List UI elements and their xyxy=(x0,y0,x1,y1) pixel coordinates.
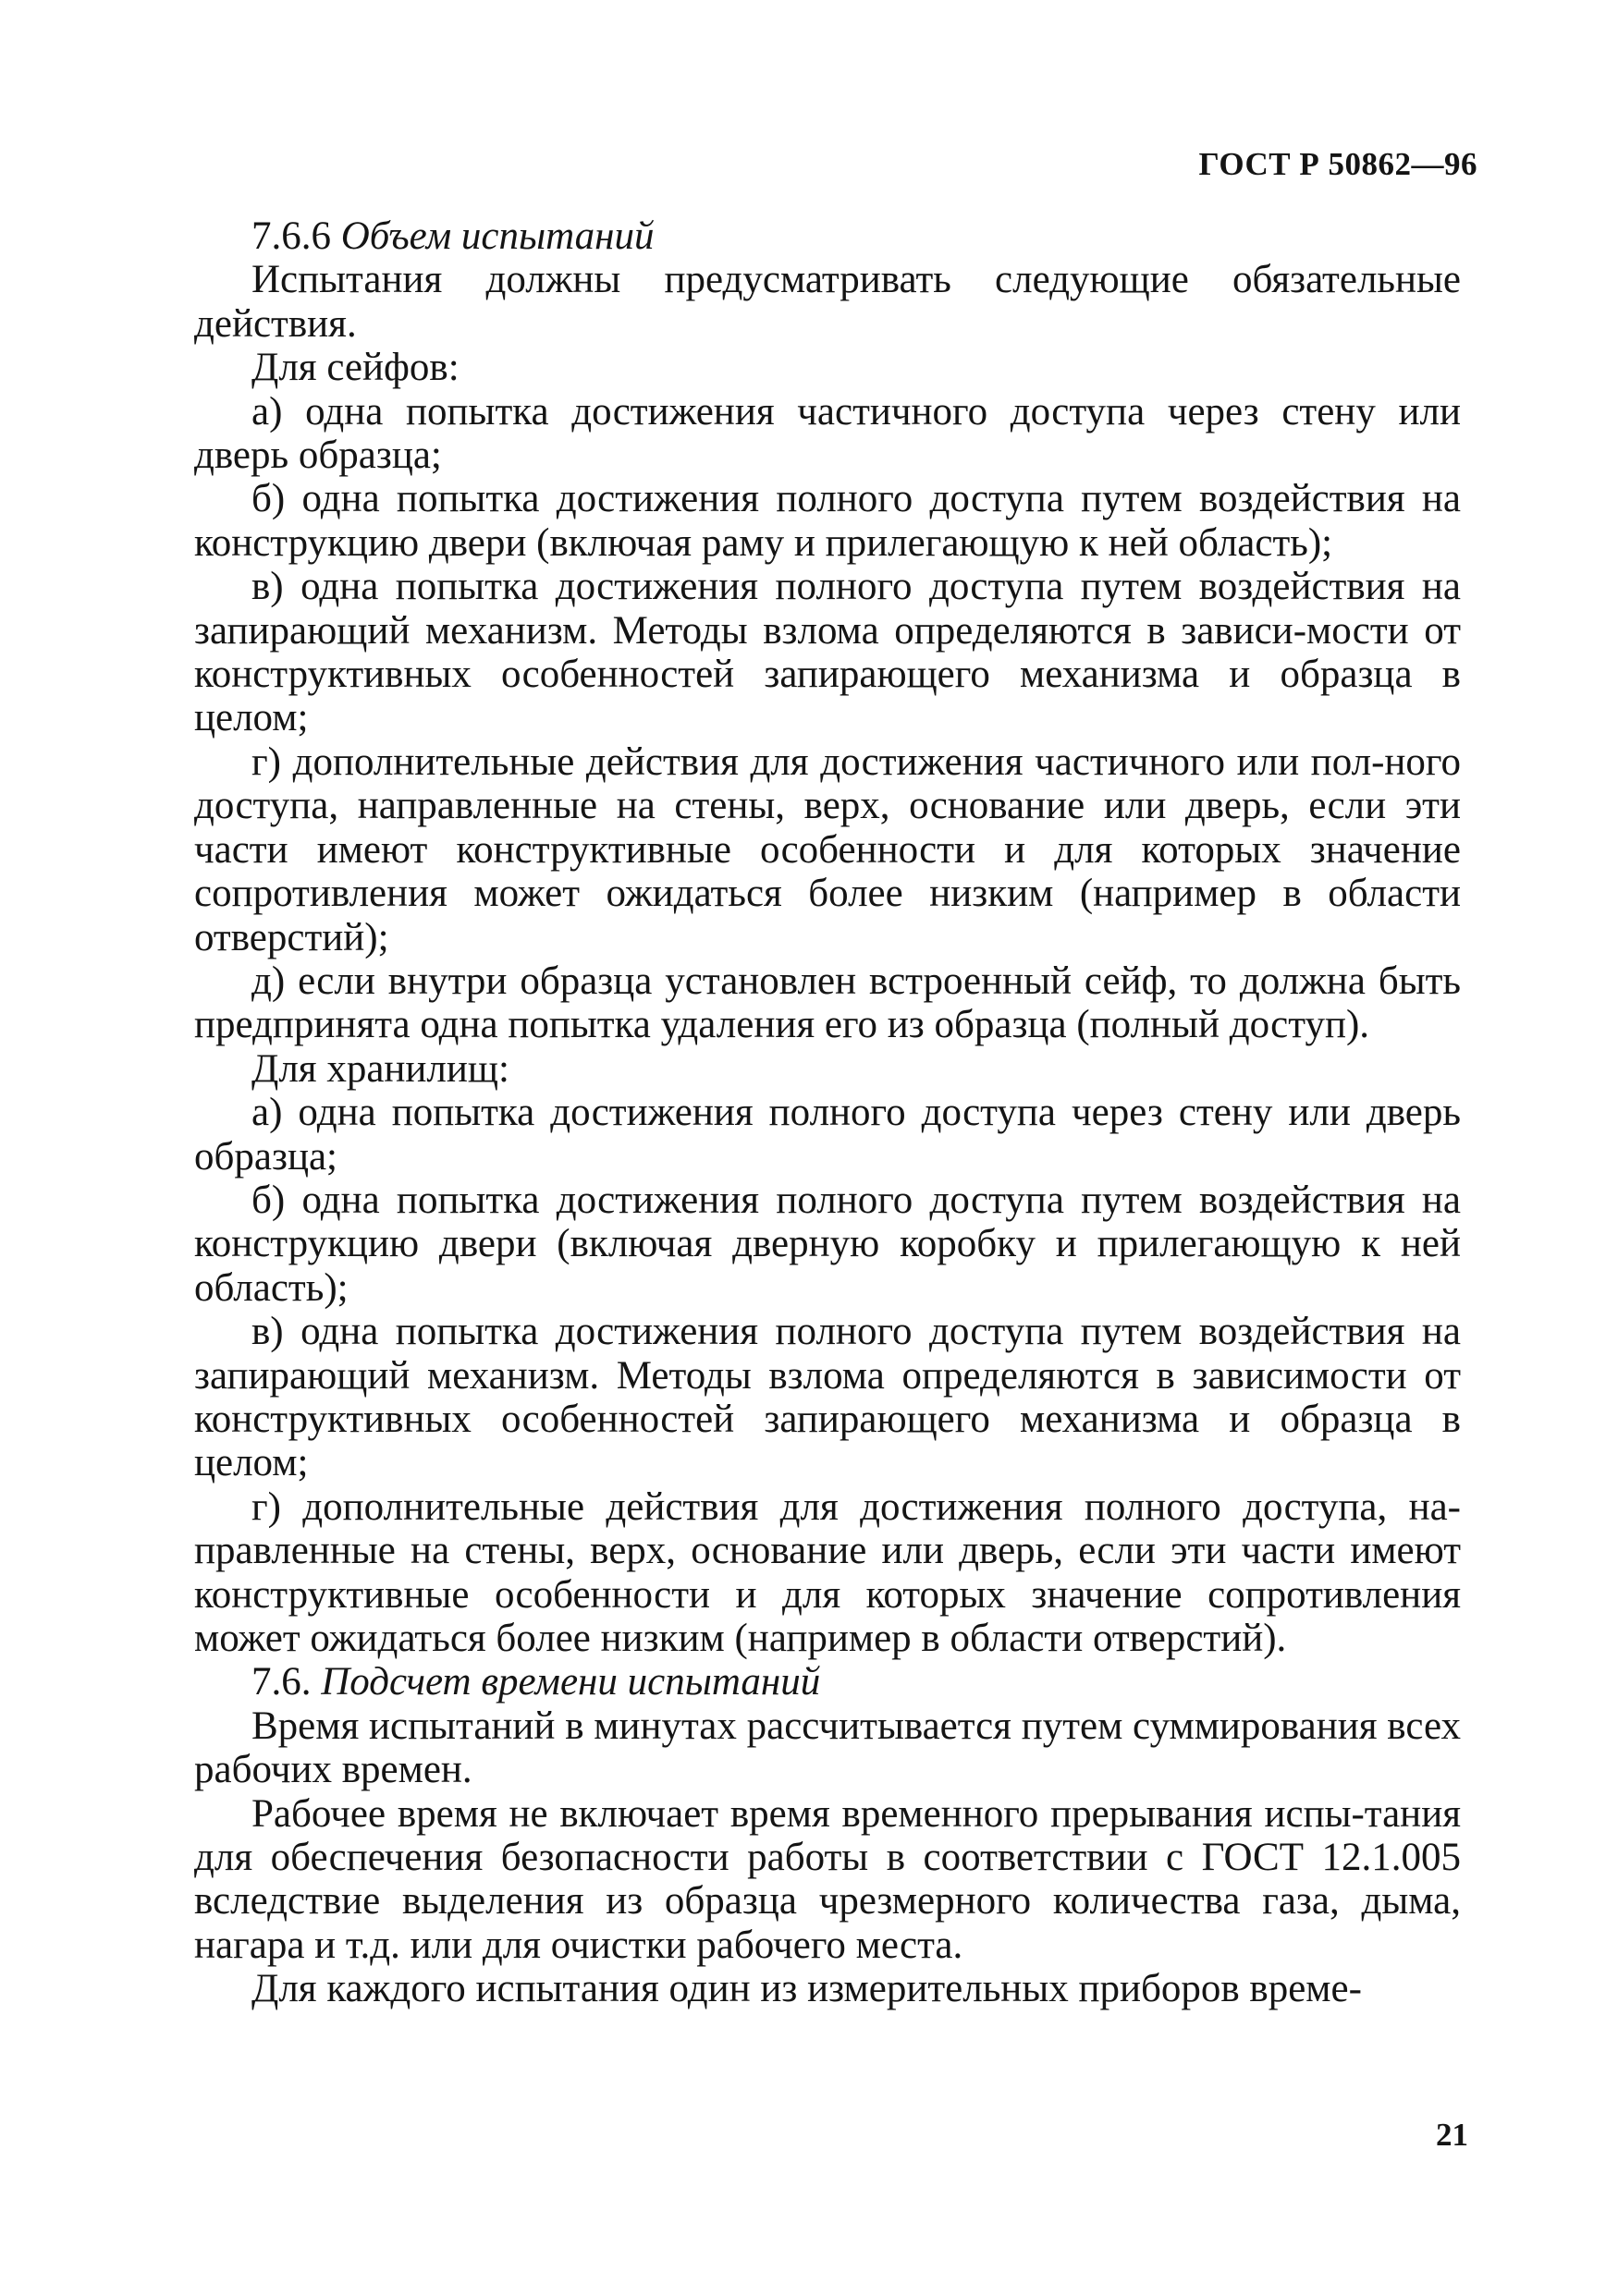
list-item-vaults-v: в) одна попытка достижения полного доступа путем воздействия на запирающий механизм. Методы взлома определяются в зависимости от конструктивных особенностей запирающего механизма и образца в целом; xyxy=(194,1310,1461,1485)
list-item-safes-a: а) одна попытка достижения частичного доступа через стену или дверь образца; xyxy=(194,389,1461,478)
document-code-header: ГОСТ Р 50862—96 xyxy=(1198,146,1477,182)
safes-heading: Для сейфов: xyxy=(251,346,460,390)
paragraph-measuring-instruments: Для каждого испытания один из измерительных приборов време- xyxy=(251,1967,1362,2011)
section-heading-7-6-6 xyxy=(194,214,1461,258)
list-item-vaults-b: б) одна попытка достижения полного доступа путем воздействия на конструкцию двери (включая дверную коробку и прилегающую к ней область); xyxy=(194,1178,1461,1310)
section-title: Подсчет времени испытаний xyxy=(321,1660,821,1704)
section-number: 7.6.6 xyxy=(251,214,331,258)
list-item-safes-b: б) одна попытка достижения полного доступа путем воздействия на конструкцию двери (включая раму и прилегающую к ней область); xyxy=(194,477,1461,565)
section-number: 7.6. xyxy=(251,1660,312,1704)
paragraph-time-calculation: Время испытаний в минутах рассчитывается путем суммирования всех рабочих времен. xyxy=(194,1704,1461,1792)
document-body xyxy=(194,214,1461,2011)
list-item-safes-v: в) одна попытка достижения полного доступа путем воздействия на запирающий механизм. Методы взлома определяются в зависи-мости от конструктивных особенностей запирающего механизма и образца в целом; xyxy=(194,565,1461,740)
section-heading-7-6 xyxy=(194,1660,1461,1704)
list-item-vaults-a: а) одна попытка достижения полного доступа через стену или дверь образца; xyxy=(194,1091,1461,1179)
list-item-vaults-g: г) дополнительные действия для достижения полного доступа, на-правленные на стены, верх, основание или дверь, если эти части имеют конструктивные особенности и для которых значение сопротивления может ожидаться более низким (например в области отверстий). xyxy=(194,1484,1461,1660)
paragraph-intro: Испытания должны предусматривать следующие обязательные действия. xyxy=(194,258,1461,346)
page-number: 21 xyxy=(1436,2117,1468,2153)
section-title: Объем испытаний xyxy=(340,214,655,258)
list-item-safes-g: г) дополнительные действия для достижения частичного или пол-ного доступа, направленные на стены, верх, основание или дверь, если эти части имеют конструктивные особенности и для которых значение сопротивления может ожидаться более низким (например в области отверстий); xyxy=(194,739,1461,959)
vaults-heading: Для хранилищ: xyxy=(251,1046,509,1091)
paragraph-working-time: Рабочее время не включает время временного прерывания испы-тания для обеспечения безопасности работы в соответствии с ГОСТ 12.1.005 вследствие выделения из образца чрезмерного количества газа, дыма, нагара и т.д. или для очистки рабочего места. xyxy=(194,1791,1461,1967)
list-item-safes-d: д) если внутри образца установлен встроенный сейф, то должна быть предпринята одна попытка удаления его из образца (полный доступ). xyxy=(194,959,1461,1047)
